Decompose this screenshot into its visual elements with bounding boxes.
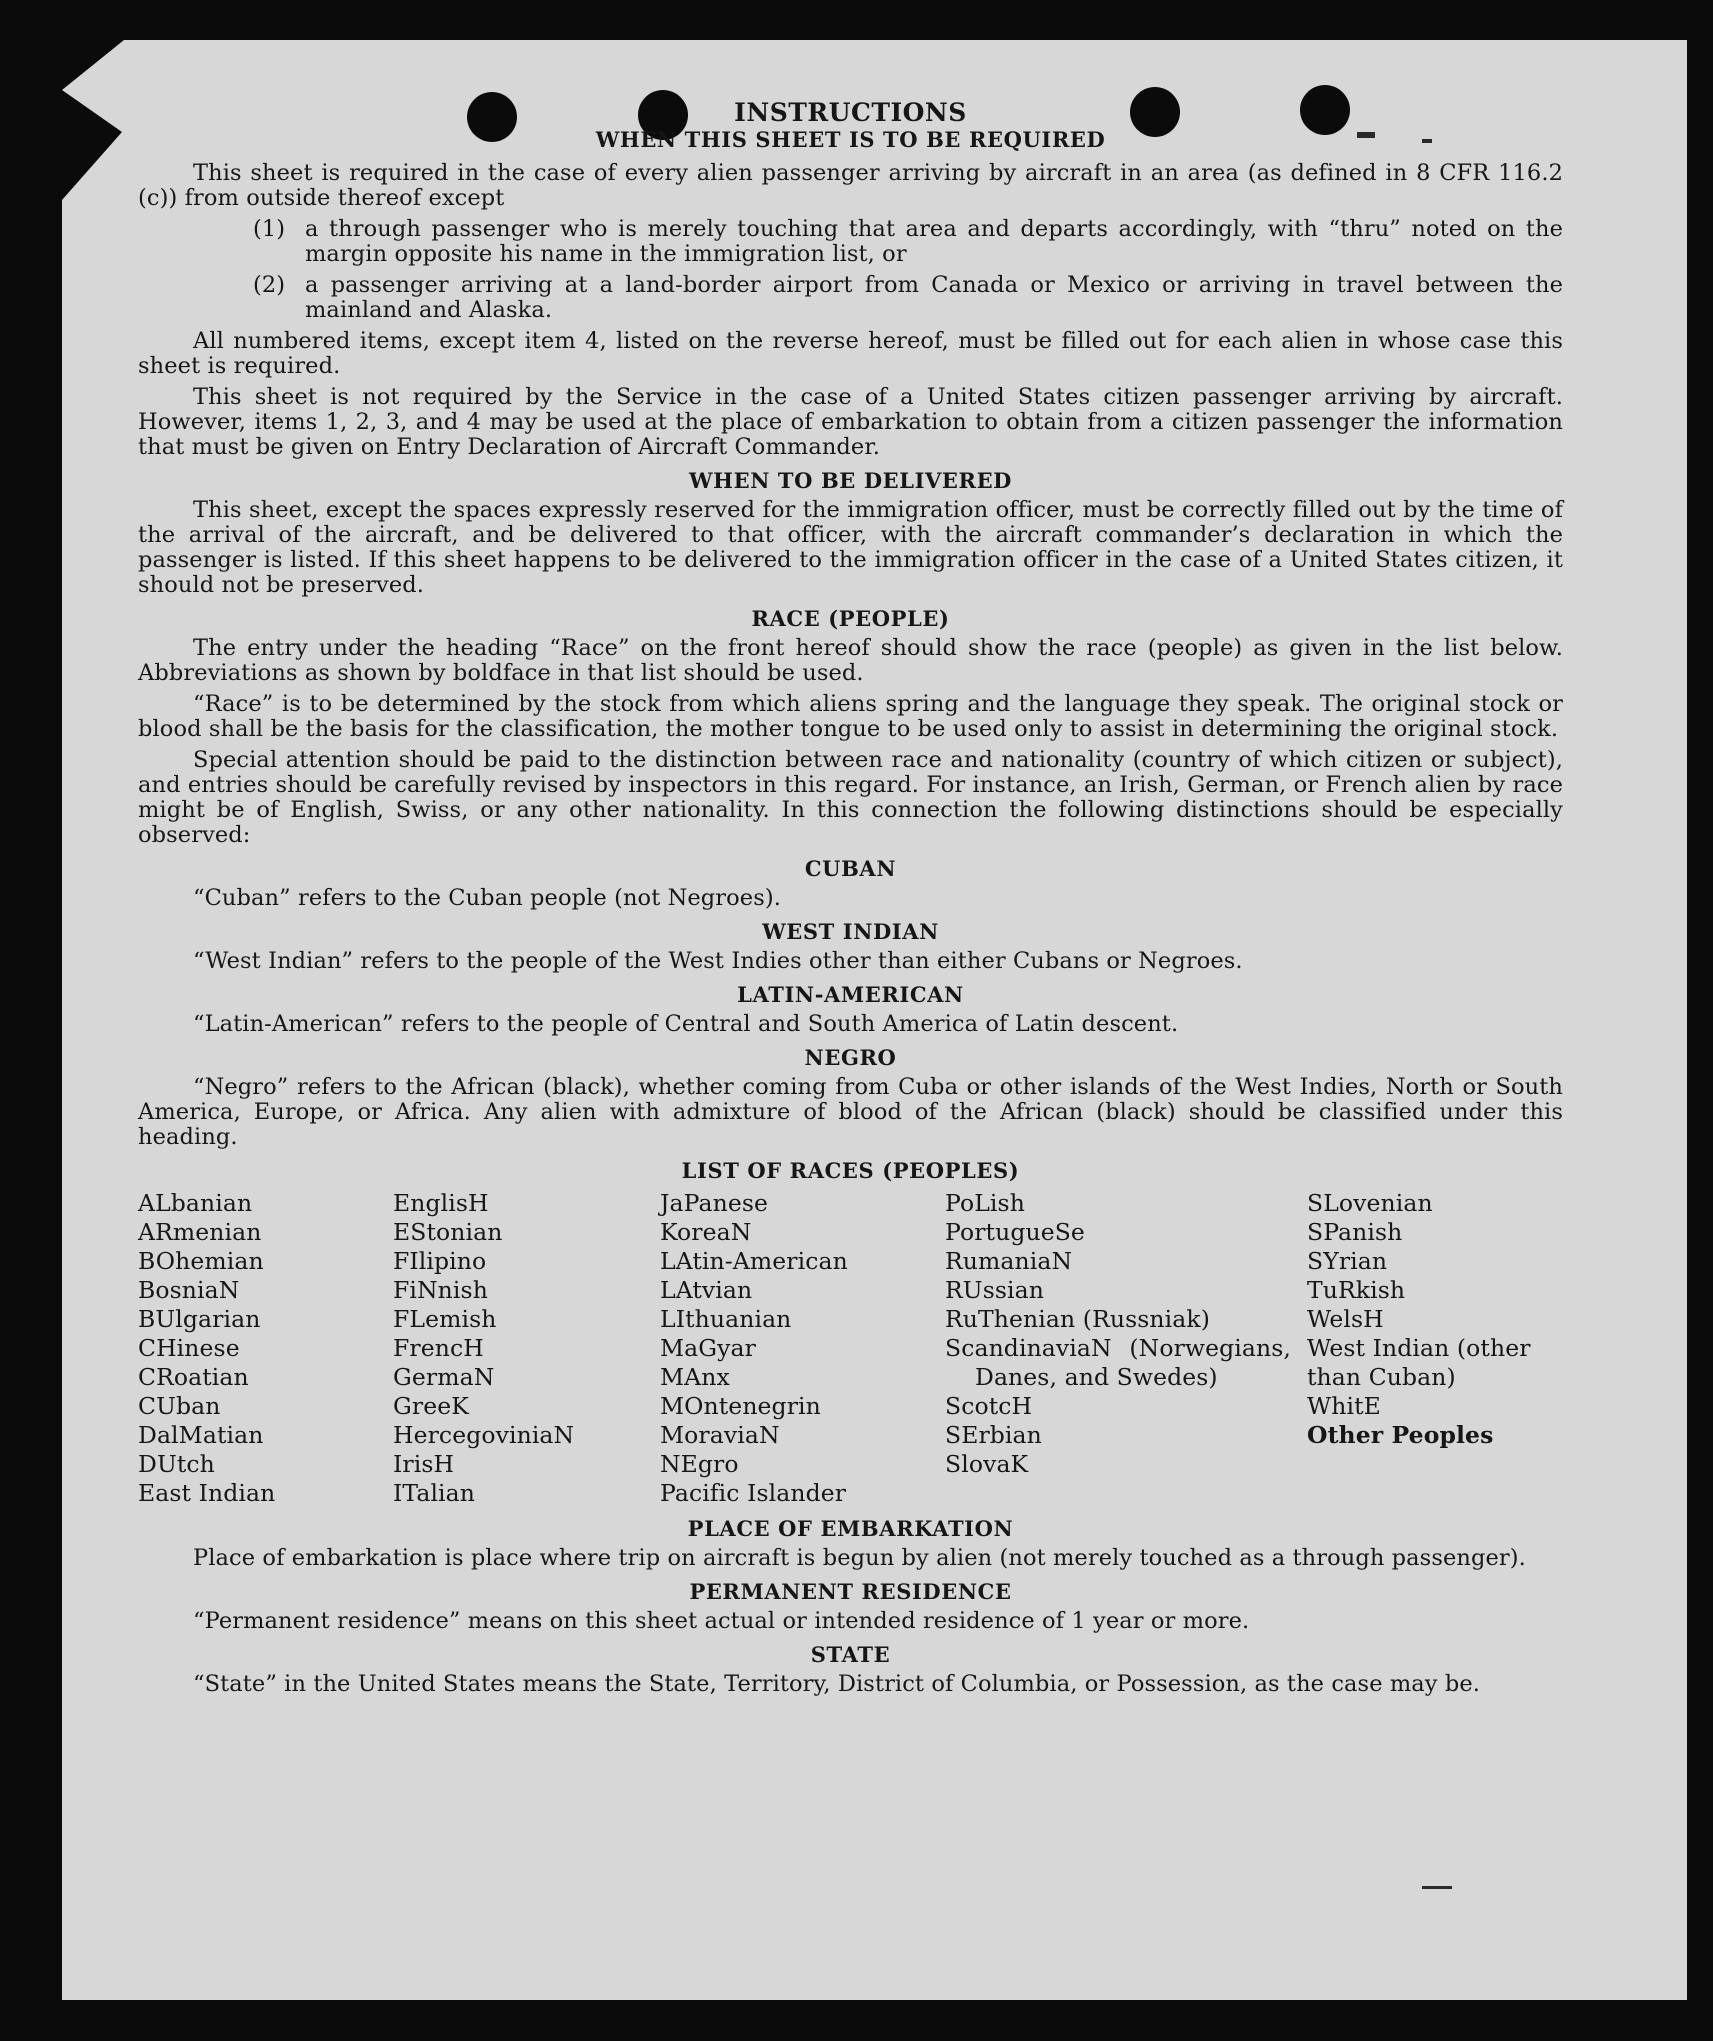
paragraph-required-intro: This sheet is required in the case of every alien passenger arriving by aircraft in an area (as defined in 8 CFR 116.2 (c)) from outside thereof except	[138, 160, 1563, 211]
race-item: MAnx	[660, 1363, 730, 1391]
definition-embarkation: Place of embarkation is place where trip on aircraft is begun by alien (not merely touched as a through passenger).	[193, 1545, 1526, 1571]
race-item: SlovaK	[945, 1450, 1029, 1478]
definition-latin-american: “Latin-American” refers to the people of Central and South America of Latin descent.	[193, 1011, 1179, 1037]
section-heading-embarkation: PLACE OF EMBARKATION	[687, 1516, 1014, 1541]
race-item: ALbanian	[138, 1189, 253, 1217]
exception-item	[253, 273, 1563, 323]
exception-item	[253, 217, 1563, 267]
race-item: Pacific Islander	[660, 1479, 847, 1507]
race-item: FrencH	[393, 1334, 484, 1362]
race-item: ITalian	[393, 1479, 476, 1507]
race-item: BUlgarian	[138, 1305, 261, 1333]
exception-text: a through passenger who is merely touching that area and departs accordingly, with “thru” noted on the margin opposite his name in the immigration list, or	[305, 216, 1563, 267]
races-column	[945, 1189, 1307, 1508]
paragraph-citizen-passenger: This sheet is not required by the Service in the case of a United States citizen passenger arriving by aircraft. However, items 1, 2, 3, and 4 may be used at the place of embarkation to obtain from a citizen passenger the information that must be given on Entry Declaration of Aircraft Commander.	[138, 384, 1563, 460]
instructions-content	[138, 100, 1563, 1703]
race-item: IrisH	[393, 1450, 455, 1478]
race-item: WhitE	[1307, 1392, 1381, 1420]
race-item: SYrian	[1307, 1247, 1388, 1275]
races-column	[138, 1189, 393, 1508]
race-item: RumaniaN	[945, 1247, 1073, 1275]
race-item: ScotcH	[945, 1392, 1033, 1420]
race-item: ScandinaviaN (Norwegians, Danes, and Swedes)	[945, 1334, 1291, 1391]
race-item: WelsH	[1307, 1305, 1384, 1333]
exception-text: a passenger arriving at a land-border airport from Canada or Mexico or arriving in travel between the mainland and Alaska.	[305, 272, 1563, 323]
race-item: CRoatian	[138, 1363, 249, 1391]
paragraph-race-2: “Race” is to be determined by the stock from which aliens spring and the language they speak. The original stock or blood shall be the basis for the classification, the mother tongue to be used only to assist in determining the original stock.	[138, 691, 1563, 742]
race-item: PortugueSe	[945, 1218, 1085, 1246]
race-item: MaGyar	[660, 1334, 756, 1362]
section-heading-residence: PERMANENT RESIDENCE	[689, 1579, 1012, 1604]
race-item: LIthuanian	[660, 1305, 792, 1333]
race-item: PoLish	[945, 1189, 1025, 1217]
race-item: RuThenian (Russniak)	[945, 1305, 1210, 1333]
race-item: LAtin-American	[660, 1247, 848, 1275]
race-item: SLovenian	[1307, 1189, 1433, 1217]
section-heading-delivered: WHEN TO BE DELIVERED	[688, 468, 1012, 493]
race-item: East Indian	[138, 1479, 276, 1507]
section-heading-race: RACE (PEOPLE)	[751, 606, 950, 631]
race-item: Other Peoples	[1307, 1421, 1494, 1449]
race-item: JaPanese	[660, 1189, 769, 1217]
definition-residence: “Permanent residence” means on this sheet actual or intended residence of 1 year or more.	[193, 1608, 1250, 1634]
paragraph-delivered: This sheet, except the spaces expressly reserved for the immigration officer, must be correctly filled out by the time of the arrival of the aircraft, and be delivered to that officer, with the aircraft commander’s declaration in which the passenger is listed. If this sheet happens to be delivered to the immigration officer in the case of a United States citizen, it should not be preserved.	[138, 497, 1563, 598]
race-item: MOntenegrin	[660, 1392, 821, 1420]
race-item: DalMatian	[138, 1421, 264, 1449]
races-list	[138, 1189, 1563, 1508]
race-item: ARmenian	[138, 1218, 262, 1246]
race-item: KoreaN	[660, 1218, 752, 1246]
race-item: CUban	[138, 1392, 221, 1420]
race-item: DUtch	[138, 1450, 215, 1478]
definition-state: “State” in the United States means the State, Territory, District of Columbia, or Possession, as the case may be.	[193, 1671, 1481, 1697]
ink-speck	[1422, 1886, 1452, 1889]
exception-list	[138, 217, 1563, 323]
race-item: LAtvian	[660, 1276, 753, 1304]
race-item: NEgro	[660, 1450, 739, 1478]
race-item: FIlipino	[393, 1247, 487, 1275]
races-column	[393, 1189, 660, 1508]
race-item: EnglisH	[393, 1189, 489, 1217]
section-heading-west-indian: WEST INDIAN	[762, 919, 939, 944]
race-item: SErbian	[945, 1421, 1042, 1449]
paragraph-race-3: Special attention should be paid to the distinction between race and nationality (country of which citizen or subject), and entries should be carefully revised by inspectors in this regard. For instance, an Irish, German, or French alien by race might be of English, Swiss, or any other nationality. In this connection the following distinctions should be especially observed:	[138, 747, 1563, 848]
races-column	[660, 1189, 945, 1508]
race-item: EStonian	[393, 1218, 503, 1246]
race-item: BOhemian	[138, 1247, 264, 1275]
race-item: RUssian	[945, 1276, 1044, 1304]
exception-number: (2)	[253, 272, 286, 298]
race-item: SPanish	[1307, 1218, 1403, 1246]
section-heading-negro: NEGRO	[804, 1045, 897, 1070]
race-item: MoraviaN	[660, 1421, 780, 1449]
section-heading-cuban: CUBAN	[804, 856, 897, 881]
definition-cuban: “Cuban” refers to the Cuban people (not Negroes).	[193, 885, 781, 911]
section-heading-required: WHEN THIS SHEET IS TO BE REQUIRED	[595, 127, 1106, 152]
paragraph-race-1: The entry under the heading “Race” on the front hereof should show the race (people) as given in the list below. Abbreviations as shown by boldface in that list should be used.	[138, 635, 1563, 686]
race-item: West Indian (other than Cuban)	[1307, 1334, 1531, 1391]
race-item: CHinese	[138, 1334, 240, 1362]
definition-west-indian: “West Indian” refers to the people of the West Indies other than either Cubans or Negroes.	[193, 948, 1243, 974]
definition-negro: “Negro” refers to the African (black), whether coming from Cuba or other islands of the West Indies, North or South America, Europe, or Africa. Any alien with admixture of blood of the African (black) should be classified under this heading.	[138, 1074, 1563, 1150]
paragraph-numbered-items: All numbered items, except item 4, listed on the reverse hereof, must be filled out for each alien in whose case this sheet is required.	[138, 328, 1563, 379]
race-item: FLemish	[393, 1305, 497, 1333]
race-item: HercegoviniaN	[393, 1421, 575, 1449]
race-item: FiNnish	[393, 1276, 488, 1304]
race-item: TuRkish	[1307, 1276, 1406, 1304]
race-item: BosniaN	[138, 1276, 240, 1304]
section-heading-latin-american: LATIN-AMERICAN	[737, 982, 964, 1007]
races-column	[1307, 1189, 1563, 1508]
exception-number: (1)	[253, 216, 286, 242]
race-item: GreeK	[393, 1392, 469, 1420]
section-heading-races-list: LIST OF RACES (PEOPLES)	[681, 1158, 1020, 1183]
race-item: GermaN	[393, 1363, 495, 1391]
section-heading-state: STATE	[810, 1642, 891, 1667]
page-title: INSTRUCTIONS	[734, 98, 967, 127]
